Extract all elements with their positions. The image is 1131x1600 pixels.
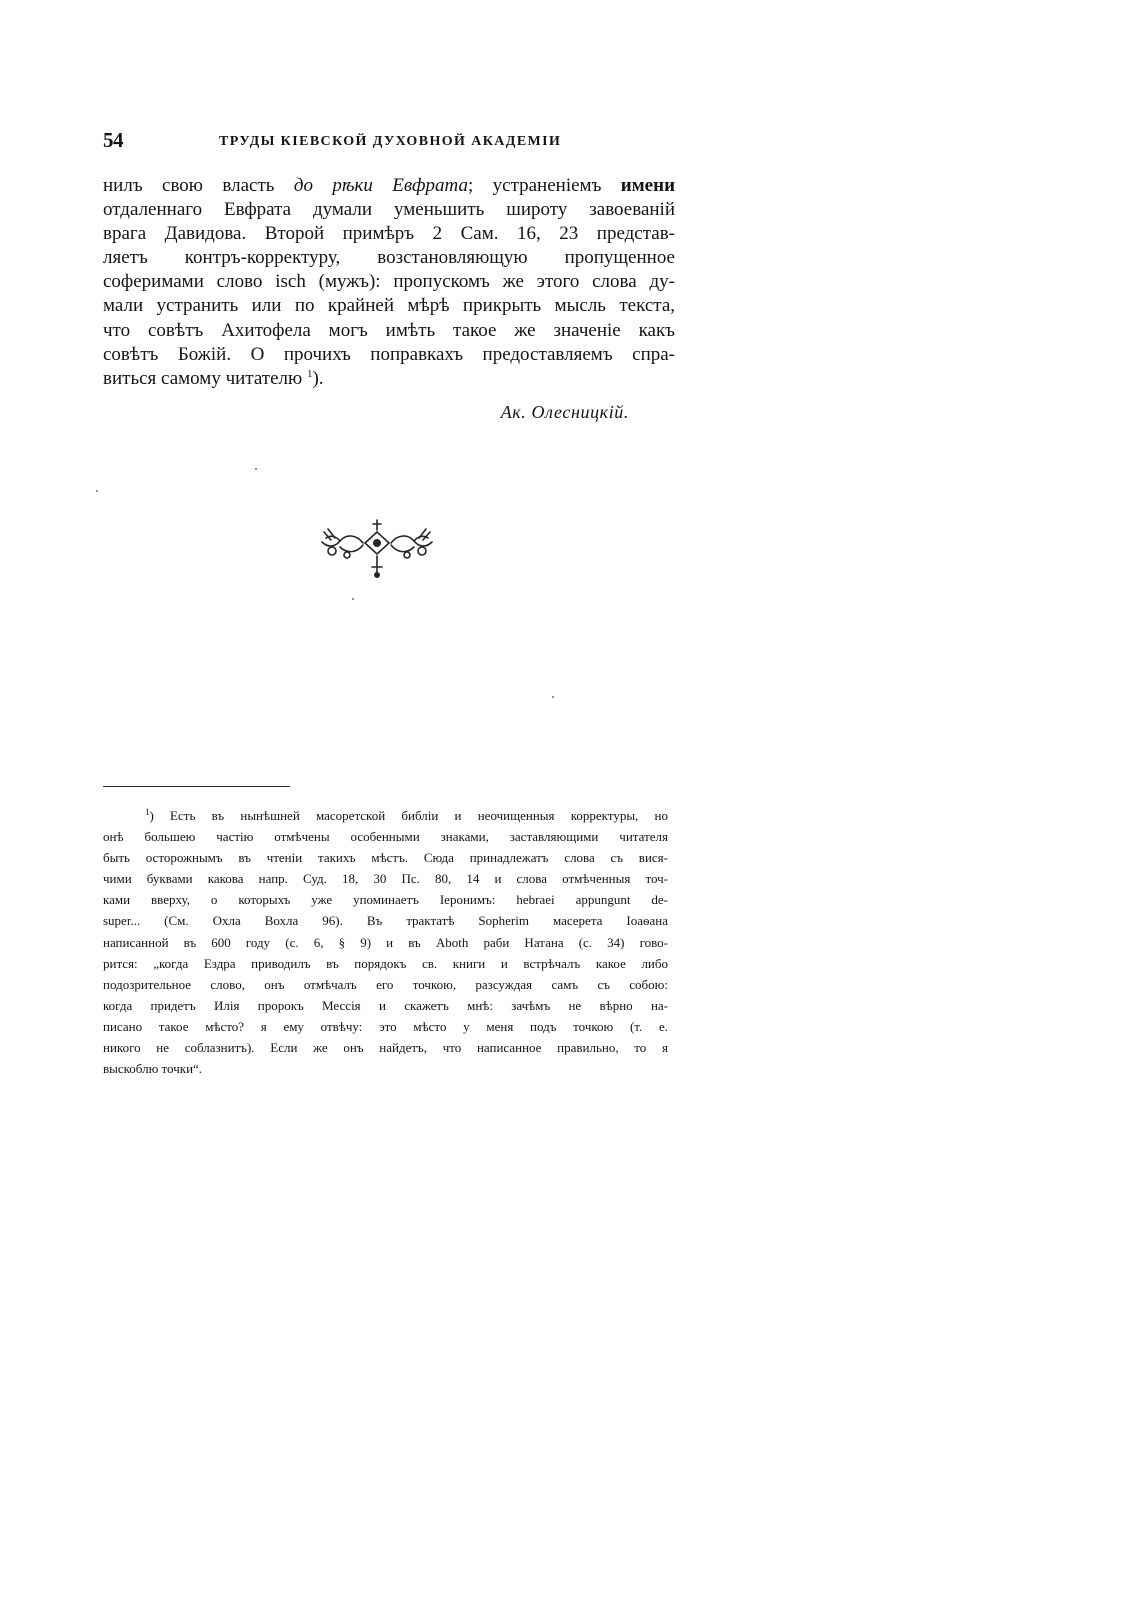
footnote-line: никого не соблазнитъ). Если же онъ найдетъ, что написанное правильно, то я [103, 1040, 668, 1056]
text-run: виться самому читателю [103, 367, 307, 389]
text-line: отдаленнаго Евфрата думали уменьшить широту завоеваній [103, 199, 675, 221]
footnote-line: super... (См. Охла Вохла 96). Въ трактатѣ Sopherim масерета Іоаѳана [103, 913, 668, 929]
text-run: ; устраненіемъ [467, 175, 621, 196]
footnote-line: чими буквами какова напр. Суд. 18, 30 Пс. 80, 14 и слова отмѣченныя точ- [103, 871, 668, 887]
footnote-line: когда придетъ Илія пророкъ Мессія и скажетъ мнѣ: зачѣмъ не вѣрно на- [103, 997, 668, 1013]
footnote [103, 805, 668, 1079]
scan-speck [255, 468, 257, 470]
bold-word: имени [620, 175, 676, 196]
footnote-reference: 1 [306, 367, 313, 380]
running-head: ТРУДЫ КІЕВСКОЙ ДУХОВНОЙ АКАДЕМІИ [219, 134, 562, 149]
text-line: мали устранить или по крайней мѣрѣ прикрыть мысль текста, [103, 295, 675, 317]
footnote-line: онѣ большею частію отмѣчены особенными знаками, заставляющими читателя [103, 829, 668, 845]
text-line [103, 174, 675, 198]
text-line: совѣтъ Божій. О прочихъ поправкахъ предоставляемъ спра- [103, 343, 675, 365]
text-line: ляетъ контръ-корректуру, возстановляющую пропущенное [103, 247, 675, 269]
footnote-line: быть осторожнымъ въ чтеніи такихъ мѣстъ. Сюда принадлежатъ слова съ вися- [103, 850, 668, 866]
footnote-line: написанной въ 600 году (с. 6, § 9) и въ Aboth раби Натана (с. 34) гово- [103, 934, 668, 950]
footnote-line: ками вверху, о которыхъ уже упоминаетъ Іеронимъ: hebraei appungunt de- [103, 892, 668, 908]
footnote-line: подозрительное слово, онъ отмѣчалъ его точкою, разсуждая самъ съ собою: [103, 976, 668, 992]
footnote-separator [103, 786, 290, 787]
footnote-line: писано такое мѣсто? я ему отвѣчу: это мѣсто у меня подъ точкою (т. е. [103, 1018, 668, 1034]
scan-speck [552, 696, 554, 698]
main-text [103, 174, 675, 391]
footnote-line: выскоблю точки“. [103, 1061, 203, 1077]
scan-speck [96, 490, 98, 492]
ornament-flourish-icon [318, 518, 436, 580]
footnote-text: ) Есть въ нынѣшней масоретской библіи и неочищенныя корректуры, но [149, 808, 668, 823]
text-line [103, 367, 675, 391]
text-run: ). [312, 367, 324, 389]
text-line: соферимами слово isch (мужъ): пропускомъ же этого слова ду- [103, 271, 675, 293]
text-run: нилъ свою власть [103, 175, 294, 196]
footnote-line: рится: „когда Ездра приводилъ въ порядокъ св. книги и встрѣчалъ какое либо [103, 955, 668, 971]
footnote-line [103, 805, 668, 826]
author-signature: Ак. Олесницкій. [500, 402, 629, 422]
emphasis: до рѣки Евфрата [293, 175, 468, 196]
text-line: врага Давидова. Второй примѣръ 2 Сам. 16, 23 представ- [103, 223, 675, 245]
footnote-marker: 1 [145, 807, 150, 817]
text-line: что совѣтъ Ахитофела могъ имѣть такое же значеніе какъ [103, 319, 675, 341]
scan-speck [352, 598, 354, 600]
page-number: 54 [103, 128, 123, 152]
